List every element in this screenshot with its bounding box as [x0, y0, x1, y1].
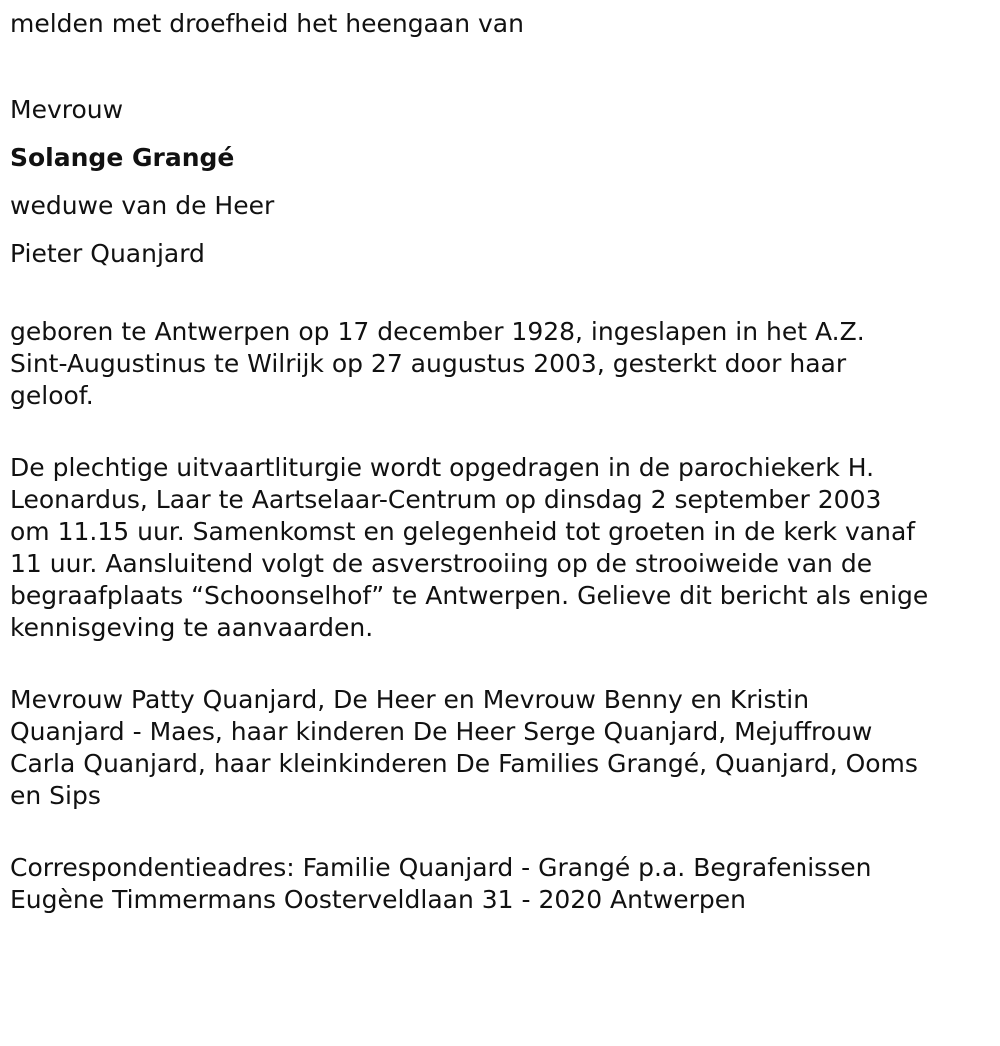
paragraph-line: Sint-Augustinus te Wilrijk op 27 augustus 2003, gesterkt door haar [10, 349, 847, 378]
deceased-block [10, 86, 990, 278]
deceased-name: Solange Grangé [10, 143, 235, 172]
paragraph-line: Quanjard - Maes, haar kinderen De Heer Serge Quanjard, Mejuffrouw [10, 717, 873, 746]
intro-text [10, 8, 990, 40]
paragraph-line: om 11.15 uur. Samenkomst en gelegenheid tot groeten in de kerk vanaf [10, 517, 916, 546]
paragraph-line: en Sips [10, 781, 101, 810]
paragraph-line: Eugène Timmermans Oosterveldlaan 31 - 2020 Antwerpen [10, 885, 746, 914]
paragraph-line: Carla Quanjard, haar kleinkinderen De Families Grangé, Quanjard, Ooms [10, 749, 918, 778]
paragraph-line: Correspondentieadres: Familie Quanjard - Grangé p.a. Begrafenissen [10, 853, 872, 882]
intro-line: melden met droefheid het heengaan van [10, 9, 524, 38]
paragraph-line: begraafplaats “Schoonselhof” te Antwerpen. Gelieve dit bericht als enige [10, 581, 929, 610]
paragraph-line: geboren te Antwerpen op 17 december 1928, ingeslapen in het A.Z. [10, 317, 865, 346]
salutation: Mevrouw [10, 95, 124, 124]
birth-death-paragraph [10, 316, 990, 412]
paragraph-line: Leonardus, Laar te Aartselaar-Centrum op dinsdag 2 september 2003 [10, 485, 882, 514]
funeral-paragraph [10, 452, 990, 644]
spouse-name: Pieter Quanjard [10, 239, 205, 268]
paragraph-line: De plechtige uitvaartliturgie wordt opgedragen in de parochiekerk H. [10, 453, 875, 482]
paragraph-line: Mevrouw Patty Quanjard, De Heer en Mevrouw Benny en Kristin [10, 685, 810, 714]
paragraph-line: geloof. [10, 381, 94, 410]
obituary-document [10, 8, 990, 916]
relation-text: weduwe van de Heer [10, 191, 275, 220]
paragraph-line: 11 uur. Aansluitend volgt de asverstrooiing op de strooiweide van de [10, 549, 873, 578]
family-paragraph [10, 684, 990, 812]
paragraph-line: kennisgeving te aanvaarden. [10, 613, 374, 642]
correspondence-paragraph [10, 852, 990, 916]
